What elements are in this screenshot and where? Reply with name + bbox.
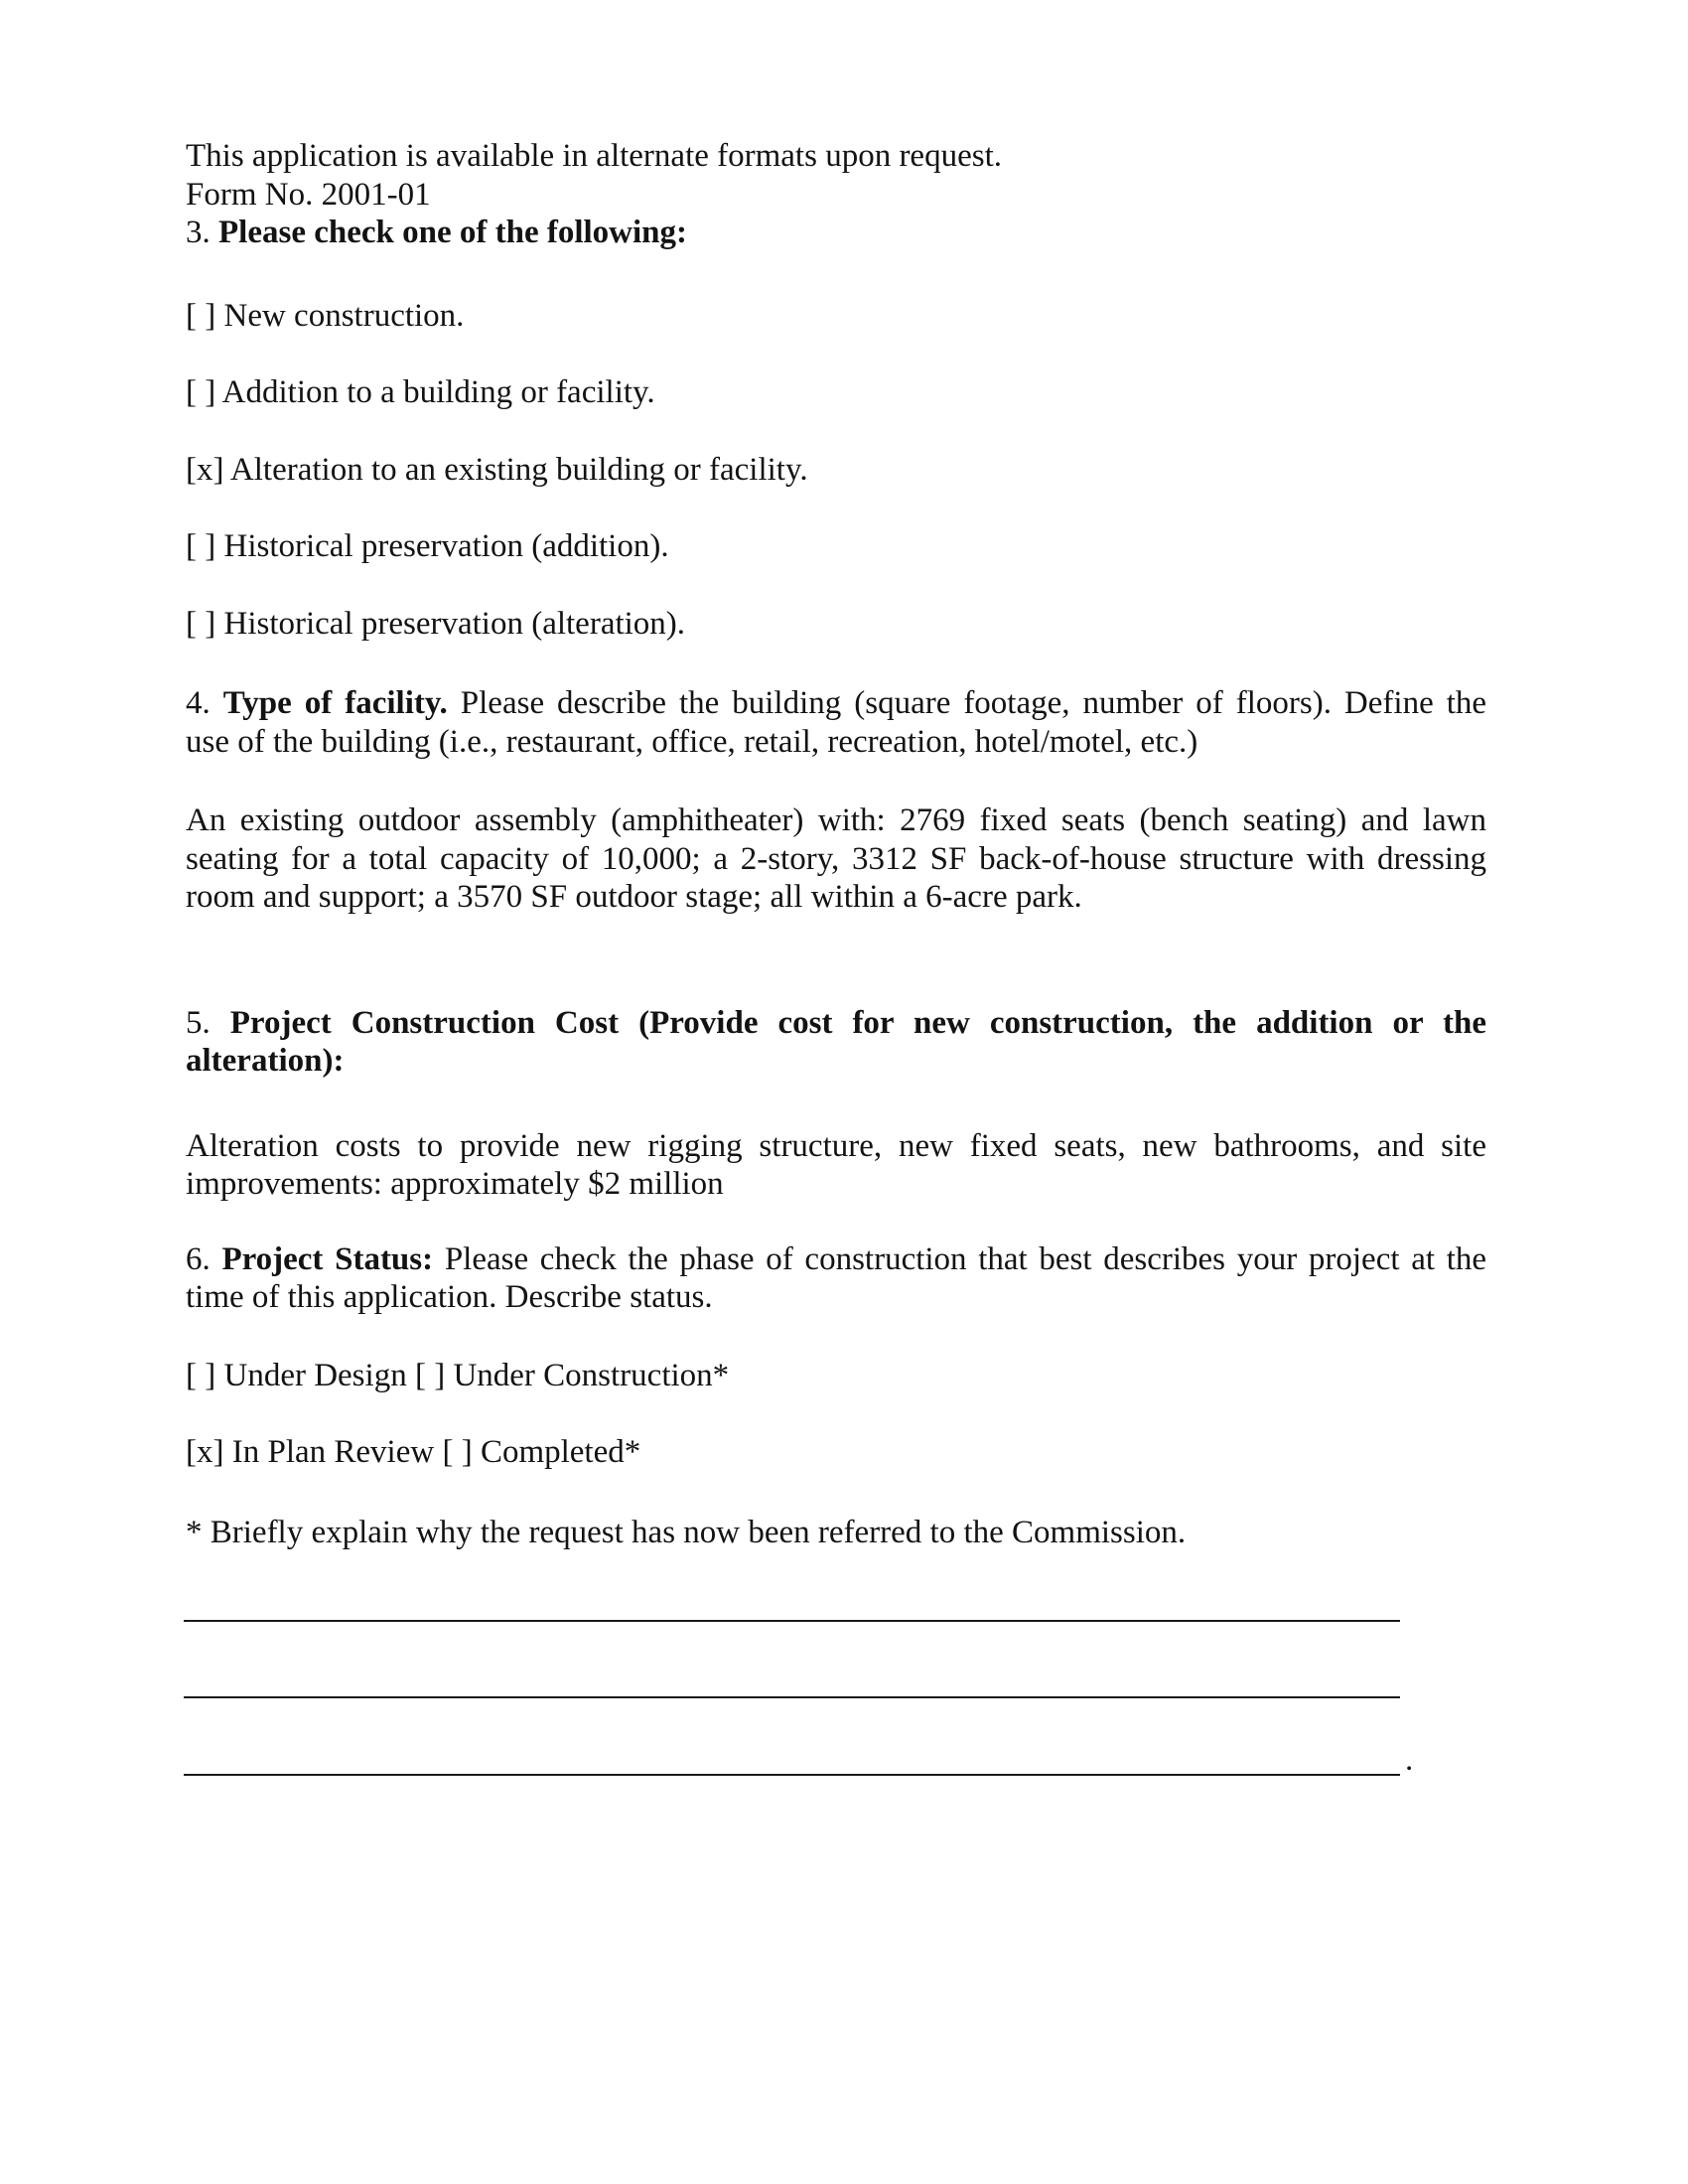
answer-line-row [186,1696,1486,1698]
option-alteration [186,451,1486,490]
facility-description [186,801,1486,917]
status-options-row2 [186,1433,1486,1472]
paragraph-line: room and support; a 3570 SF outdoor stage; all within a 6-acre park. [186,879,1082,915]
section5-title: Project Construction Cost (Provide cost for new construction, the addition or the [229,1004,1486,1041]
checkbox-alteration-checked-icon[interactable]: [x] [186,451,224,488]
form-number: Form No. 2001-01 [186,176,431,213]
section6-prompt-line2: time of this application. Describe status. [186,1279,713,1315]
option-new-construction [186,297,1486,336]
checkbox-under-design-icon[interactable]: [ ] [186,1357,216,1393]
answer-line-row [186,1620,1486,1622]
commission-footnote: * Briefly explain why the request has now been referred to the Commission. [186,1514,1187,1550]
blank-write-line-3[interactable] [184,1774,1400,1776]
status-label-in-plan-review: In Plan Review [231,1434,435,1470]
status-label-under-design: Under Design [223,1357,407,1393]
option-label: Historical preservation (alteration). [223,605,686,642]
checkbox-historical-addition-icon[interactable]: [ ] [186,528,216,564]
checkbox-completed-icon[interactable]: [ ] [442,1434,473,1470]
paragraph-line: Alteration costs to provide new rigging structure, new fixed seats, new bathrooms, and site [186,1127,1486,1164]
paragraph-line: An existing outdoor assembly (amphitheater) with: 2769 fixed seats (bench seating) and lawn [186,802,1486,838]
section4-heading [186,684,1486,761]
paragraph-line: improvements: approximately $2 million [186,1166,724,1202]
blank-write-line-2[interactable] [184,1696,1400,1698]
section5-number: 5. [186,1004,211,1041]
section4-prompt: Please describe the building (square footage, number of floors). Define the [460,685,1487,721]
section6-heading [186,1240,1486,1317]
checkbox-addition-icon[interactable]: [ ] [186,374,216,410]
option-label: Alteration to an existing building or facility. [229,451,808,488]
option-historical-addition [186,527,1486,566]
section6-title: Project Status: [221,1240,434,1277]
section4-title: Type of facility. [222,685,448,721]
section5-title-line2: alteration): [186,1043,345,1079]
answer-line-row [186,1742,1486,1778]
section3-title: Please check one of the following: [218,215,688,250]
section3-heading [186,214,1486,252]
section4-prompt-line2: use of the building (i.e., restaurant, office, retail, recreation, hotel/motel, etc.) [186,723,1198,760]
option-addition [186,373,1486,412]
option-label: Addition to a building or facility. [221,374,655,410]
trailing-period: . [1405,1742,1414,1778]
form-content [186,137,1486,1776]
status-label-under-construction: Under Construction* [453,1357,730,1393]
checkbox-historical-alteration-icon[interactable]: [ ] [186,605,216,642]
option-historical-alteration [186,605,1486,644]
section5-heading [186,1004,1486,1081]
status-label-completed: Completed* [480,1434,641,1470]
blank-write-line-1[interactable] [184,1620,1400,1622]
checkbox-under-construction-icon[interactable]: [ ] [414,1357,446,1393]
alternate-formats-note: This application is available in alternate formats upon request. [186,138,1002,174]
status-options-row1 [186,1357,1486,1395]
option-label: Historical preservation (addition). [223,528,669,564]
paragraph-line: seating for a total capacity of 10,000; a 2-story, 3312 SF back-of-house structure with dressing [186,840,1486,877]
section6-prompt: Please check the phase of construction that best describes your project at the [444,1240,1487,1277]
section3-number: 3. [186,215,211,250]
checkbox-new-construction-icon[interactable]: [ ] [186,297,216,334]
cost-description [186,1127,1486,1204]
section6-number: 6. [186,1240,211,1277]
checkbox-in-plan-review-checked-icon[interactable]: [x] [186,1434,224,1470]
option-label: New construction. [223,297,465,334]
section4-number: 4. [186,685,211,721]
